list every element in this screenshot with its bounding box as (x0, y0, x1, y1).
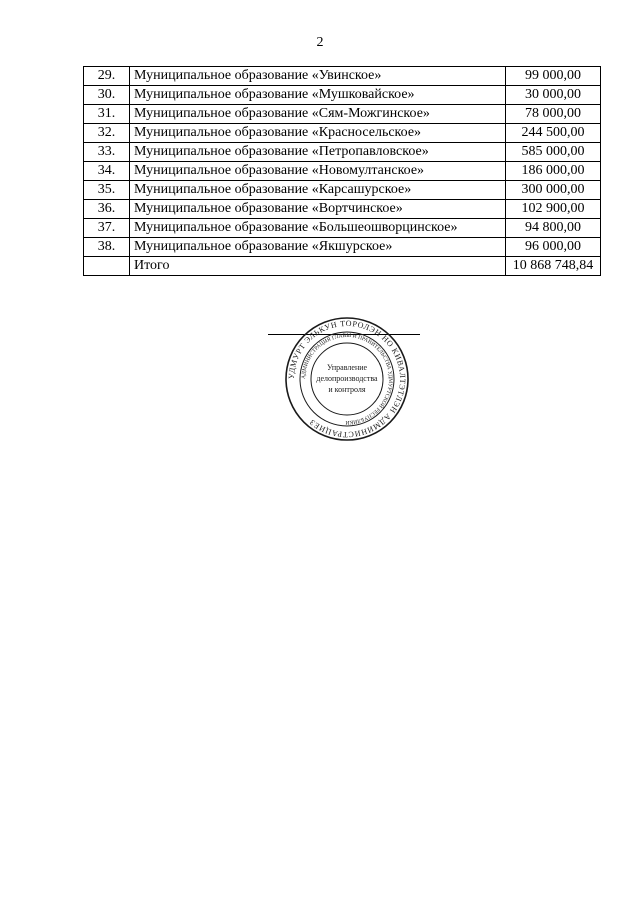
amount: 99 000,00 (506, 67, 601, 86)
total-label: Итого (130, 257, 506, 276)
municipality-name: Муниципальное образование «Мушковайское» (130, 86, 506, 105)
municipality-name: Муниципальное образование «Большеошворцинское» (130, 219, 506, 238)
municipality-name: Муниципальное образование «Красносельское» (130, 124, 506, 143)
table-row (84, 143, 601, 162)
municipality-name: Муниципальное образование «Вортчинское» (130, 200, 506, 219)
table-row (84, 200, 601, 219)
amount: 94 800,00 (506, 219, 601, 238)
seal-outer-text: УДМУРТ ЭЛЬКУН ТОРОЛЭН НО КИВАЛТЭТЛЭН АДМИНИСТРАЦИЕЗ (286, 318, 408, 440)
amount: 186 000,00 (506, 162, 601, 181)
total-row (84, 257, 601, 276)
amount: 585 000,00 (506, 143, 601, 162)
total-number-cell (84, 257, 130, 276)
municipality-name: Муниципальное образование «Карсашурское» (130, 181, 506, 200)
amount: 300 000,00 (506, 181, 601, 200)
table-row (84, 105, 601, 124)
amount: 96 000,00 (506, 238, 601, 257)
seal-center-line-2: делопроизводства (316, 374, 378, 383)
row-number: 37. (84, 219, 130, 238)
row-number: 38. (84, 238, 130, 257)
amount: 102 900,00 (506, 200, 601, 219)
table-row (84, 86, 601, 105)
municipality-name: Муниципальное образование «Увинское» (130, 67, 506, 86)
table-row (84, 238, 601, 257)
row-number: 31. (84, 105, 130, 124)
total-amount: 10 868 748,84 (506, 257, 601, 276)
seal-inner-text: АДМИНИСТРАЦИЯ ГЛАВЫ И ПРАВИТЕЛЬСТВА УДМУРТСКОЙ РЕСПУБЛИКИ (300, 332, 394, 426)
row-number: 36. (84, 200, 130, 219)
seal-center-line-1: Управление (326, 363, 368, 372)
municipality-name: Муниципальное образование «Якшурское» (130, 238, 506, 257)
page-number: 2 (316, 35, 324, 50)
municipality-name: Муниципальное образование «Новомултанское» (130, 162, 506, 181)
funding-table (83, 66, 601, 276)
table-row (84, 124, 601, 143)
seal-center-line-3: и контроля (328, 385, 366, 394)
table-row (84, 219, 601, 238)
row-number: 34. (84, 162, 130, 181)
municipality-name: Муниципальное образование «Петропавловское» (130, 143, 506, 162)
amount: 30 000,00 (506, 86, 601, 105)
amount: 78 000,00 (506, 105, 601, 124)
municipality-name: Муниципальное образование «Сям-Можгинское» (130, 105, 506, 124)
row-number: 35. (84, 181, 130, 200)
table-row (84, 67, 601, 86)
table-row (84, 162, 601, 181)
row-number: 29. (84, 67, 130, 86)
seal-stamp-icon (284, 316, 410, 442)
row-number: 32. (84, 124, 130, 143)
amount: 244 500,00 (506, 124, 601, 143)
row-number: 30. (84, 86, 130, 105)
row-number: 33. (84, 143, 130, 162)
table-row (84, 181, 601, 200)
